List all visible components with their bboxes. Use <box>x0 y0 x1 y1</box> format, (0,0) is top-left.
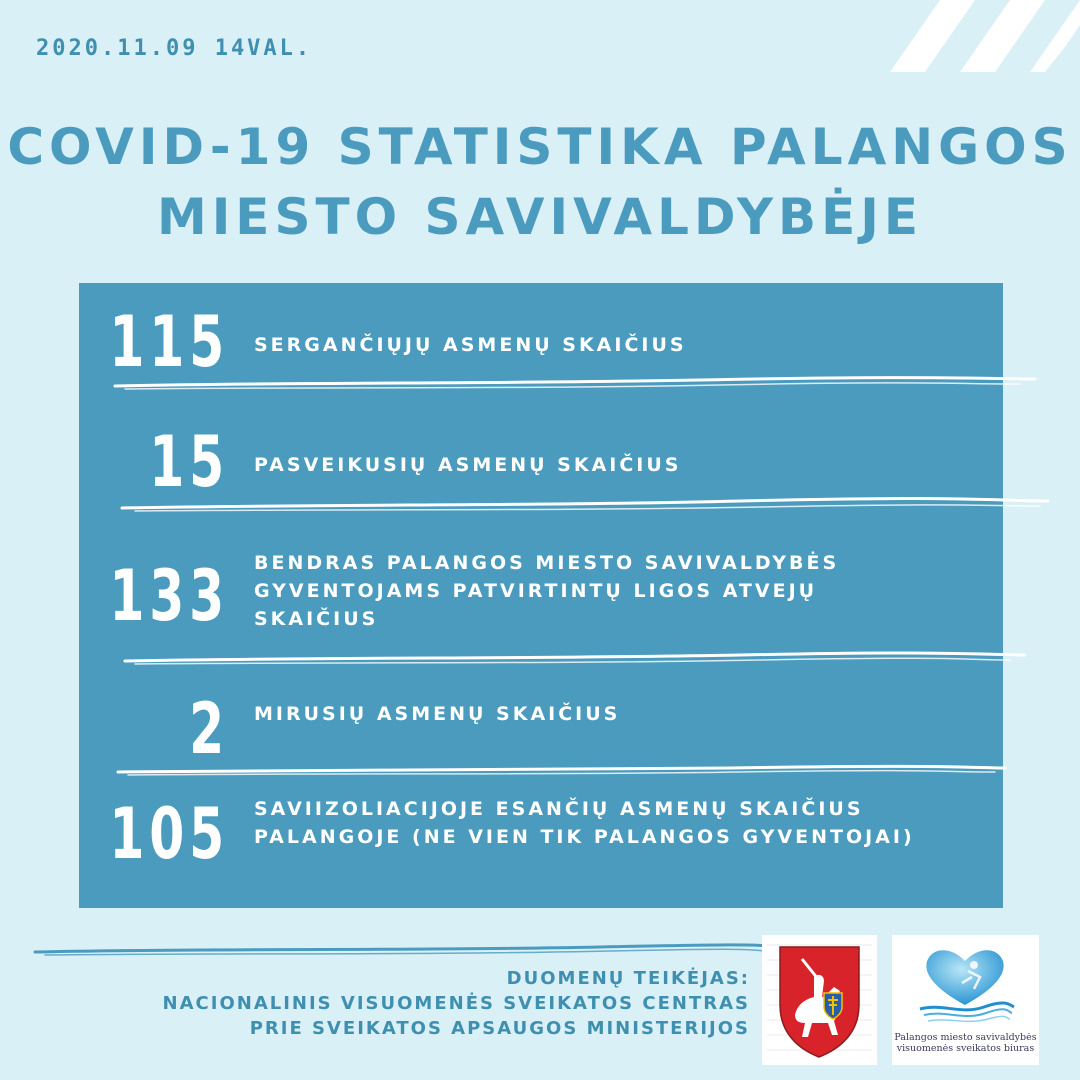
title-line-1: COVID-19 STATISTIKA PALANGOS <box>7 118 1073 176</box>
stat-value: 133 <box>109 555 229 637</box>
stat-label-line: BENDRAS PALANGOS MIESTO SAVIVALDYBĖS <box>254 552 840 574</box>
logo-caption-line: visuomenės sveikatos biuras <box>896 1043 1035 1054</box>
stat-value: 2 <box>189 688 229 770</box>
stat-label-line: PALANGOJE (NE VIEN TIK PALANGOS GYVENTOJAI) <box>254 826 915 848</box>
stat-label: MIRUSIŲ ASMENŲ SKAIČIUS <box>254 703 621 725</box>
stat-value: 15 <box>149 421 229 503</box>
stat-value: 105 <box>109 793 229 875</box>
stat-label-line: GYVENTOJAMS PATVIRTINTŲ LIGOS ATVEJŲ <box>254 580 818 602</box>
source-name-line: PRIE SVEIKATOS APSAUGOS MINISTERIJOS <box>249 1018 750 1039</box>
data-source <box>163 966 750 1041</box>
stat-value: 115 <box>109 301 229 383</box>
report-date: 2020.11.09 14VAL. <box>36 36 313 61</box>
stat-label-line: SAVIIZOLIACIJOJE ESANČIŲ ASMENŲ SKAIČIUS <box>254 798 864 820</box>
stat-label: PASVEIKUSIŲ ASMENŲ SKAIČIUS <box>254 454 682 476</box>
title-line-2: MIESTO SAVIVALDYBĖJE <box>156 188 924 246</box>
stat-label <box>254 549 974 633</box>
statistics-panel <box>79 283 1003 908</box>
source-heading: DUOMENŲ TEIKĖJAS: <box>506 968 750 989</box>
health-bureau-heart-logo-icon <box>892 935 1039 1065</box>
lithuania-coat-of-arms-icon <box>762 935 877 1065</box>
stat-label-line: SKAIČIUS <box>254 608 379 630</box>
stat-label <box>254 795 974 851</box>
source-name-line: NACIONALINIS VISUOMENĖS SVEIKATOS CENTRAS <box>162 993 750 1014</box>
decorative-stripes <box>830 0 1080 80</box>
stat-label: SERGANČIŲJŲ ASMENŲ SKAIČIUS <box>254 334 687 356</box>
logo-caption-line: Palangos miesto savivaldybės <box>894 1032 1037 1043</box>
page-title <box>0 112 1080 252</box>
